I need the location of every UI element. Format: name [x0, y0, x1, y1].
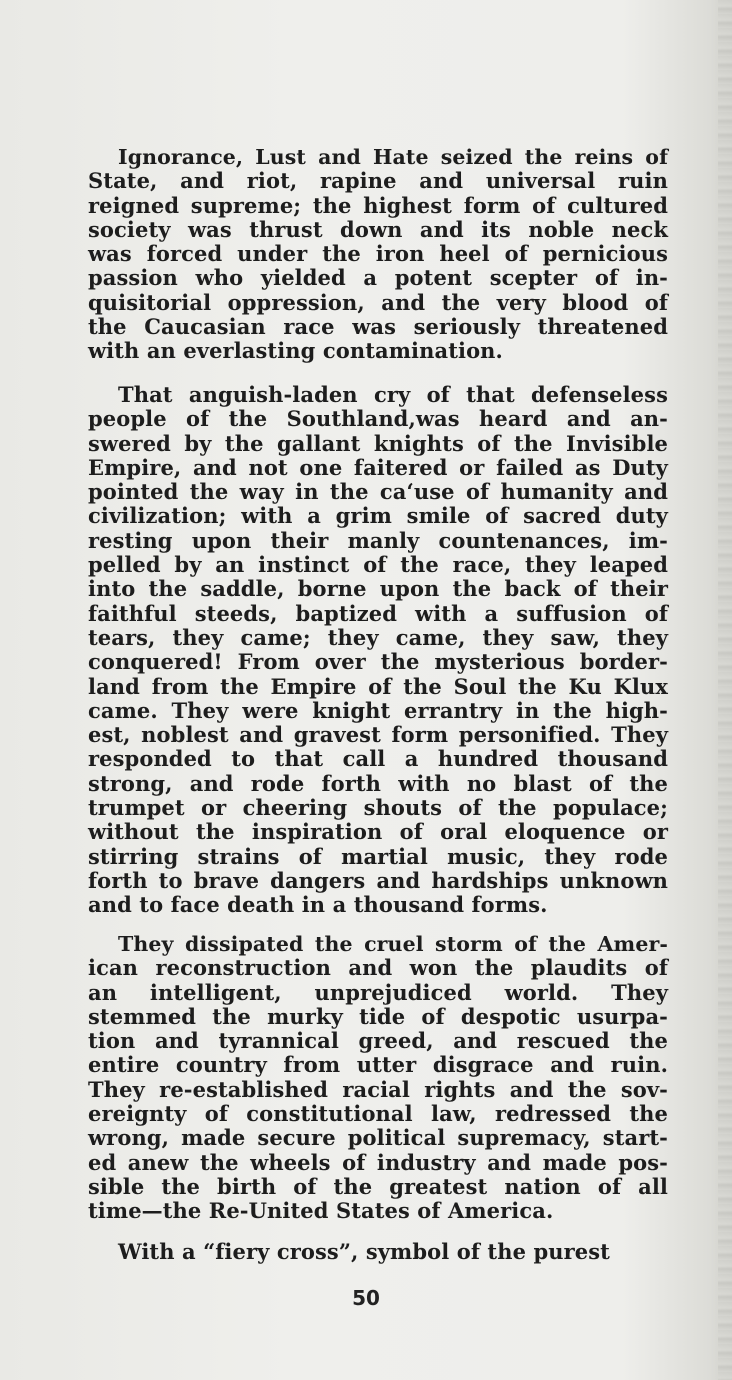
text-line: tears, they came; they came, they saw, they	[88, 624, 668, 650]
text-line: ed anew the wheels of industry and made pos-	[88, 1149, 668, 1175]
text-line: reigned supreme; the highest form of cultured	[88, 192, 668, 218]
text-line: Ignorance, Lust and Hate seized the reins of	[118, 145, 668, 169]
text-line: Empire, and not one faitered or failed as Duty	[88, 454, 668, 480]
text-line: an intelligent, unprejudiced world. They	[88, 979, 668, 1005]
text-line: pelled by an instinct of the race, they leaped	[88, 552, 668, 578]
text-line: ican reconstruction and won the plaudits of	[88, 955, 668, 981]
text-line: society was thrust down and its noble neck	[88, 216, 668, 242]
text-line: They re-established racial rights and the sov-	[88, 1076, 668, 1102]
text-line: civilization; with a grim smile of sacred duty	[88, 503, 668, 529]
text-line: entire country from utter disgrace and ruin.	[88, 1052, 668, 1078]
text-line: passion who yielded a potent scepter of in-	[88, 265, 668, 291]
paragraph-1	[88, 145, 668, 364]
text-line: pointed the way in the caʻuse of humanity and	[88, 479, 668, 505]
text-line: land from the Empire of the Soul the Ku Klux	[88, 673, 668, 699]
text-line: the Caucasian race was seriously threatened	[88, 314, 668, 340]
text-line: ereignty of constitutional law, redressed the	[88, 1101, 668, 1127]
text-line: quisitorial oppression, and the very blood of	[88, 289, 668, 315]
text-line: est, noblest and gravest form personified. They	[88, 722, 668, 748]
text-line: into the saddle, borne upon the back of their	[88, 576, 668, 602]
text-line: forth to brave dangers and hardships unknown	[88, 867, 668, 893]
text-line: stirring strains of martial music, they rode	[88, 843, 668, 869]
page-edge	[718, 0, 732, 1380]
page-number: 50	[352, 1286, 380, 1310]
text-line: conquered! From over the mysterious border-	[88, 649, 668, 675]
text-line: with an everlasting contamination.	[88, 338, 503, 364]
text-line: swered by the gallant knights of the Invisible	[88, 430, 668, 456]
text-line: State, and riot, rapine and universal ruin	[88, 168, 668, 194]
text-line: was forced under the iron heel of pernicious	[88, 241, 668, 267]
text-line: tion and tyrannical greed, and rescued the	[88, 1028, 668, 1054]
text-line: With a “fiery cross”, symbol of the purest	[118, 1239, 610, 1264]
text-line: and to face death in a thousand forms.	[88, 892, 548, 918]
text-line: faithful steeds, baptized with a suffusion of	[88, 600, 668, 626]
text-line: resting upon their manly countenances, im-	[88, 527, 668, 553]
text-line: people of the Southland,was heard and an-	[88, 406, 668, 432]
text-line: That anguish-laden cry of that defenseless	[118, 382, 668, 407]
text-line: wrong, made secure political supremacy, start-	[88, 1125, 668, 1151]
text-line: sible the birth of the greatest nation of all	[88, 1173, 668, 1199]
text-line: They dissipated the cruel storm of the Amer-	[118, 932, 668, 956]
text-line: time—the Re-United States of America.	[88, 1198, 554, 1224]
text-line: trumpet or cheering shouts of the populace;	[88, 795, 668, 821]
paragraph-4	[88, 1240, 668, 1264]
text-line: strong, and rode forth with no blast of the	[88, 770, 668, 796]
text-line: without the inspiration of oral eloquence or	[88, 819, 668, 845]
text-line: stemmed the murky tide of despotic usurpa-	[88, 1003, 668, 1029]
text-line: responded to that call a hundred thousand	[88, 746, 668, 772]
text-line: came. They were knight errantry in the high-	[88, 697, 668, 723]
paragraph-3	[88, 932, 668, 1224]
paragraph-2	[88, 383, 668, 918]
